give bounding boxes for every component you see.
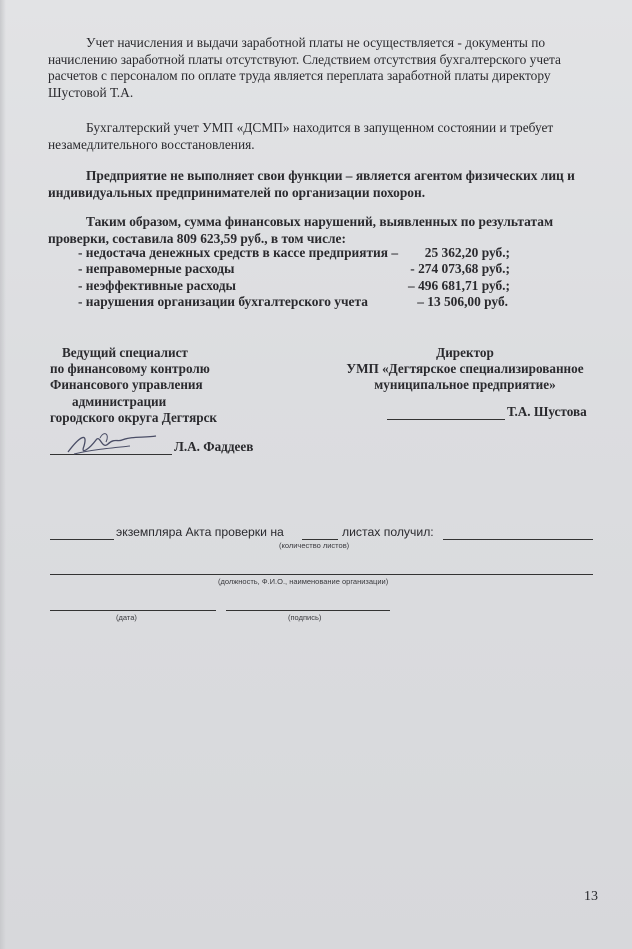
paragraph-summary <box>48 214 593 247</box>
signature-title-line: муниципальное предприятие» <box>374 377 556 393</box>
signature-title-line: городского округа Дегтярск <box>50 409 218 425</box>
caption-date: (дата) <box>116 613 137 622</box>
violations-list <box>78 245 548 310</box>
signature-title-line: Финансового управления <box>50 377 203 393</box>
text-line: проверки, составила 809 623,59 руб., в том числе: <box>48 230 346 246</box>
violation-label: - неправомерные расходы <box>78 261 235 277</box>
violation-label: - неэффективные расходы <box>78 277 236 293</box>
signature-title-line: УМП «Дегтярское специализированное <box>346 361 584 377</box>
list-item <box>78 294 548 310</box>
text-line: начислению заработной платы отсутствуют. Следствием отсутствия бухгалтерского учета <box>48 51 561 67</box>
text-line: Предприятие не выполняет свои функции – является агентом физических лиц и <box>86 168 575 183</box>
violation-amount: – 496 681,71 руб.; <box>408 277 510 293</box>
caption-sheets: (количество листов) <box>279 541 350 550</box>
receiver-blank-line <box>443 539 593 540</box>
list-item <box>78 261 548 277</box>
text-line: Таким образом, сумма финансовых нарушений, выявленных по результатам <box>86 214 554 229</box>
page-edge-shadow <box>0 0 6 949</box>
violation-label: - недостача денежных средств в кассе предприятия – <box>78 245 399 260</box>
signature-line-director <box>387 419 505 420</box>
signature-title-line: Директор <box>436 345 494 360</box>
text-line: индивидуальных предпринимателей по организации похорон. <box>48 184 426 200</box>
text-line: Шустовой Т.А. <box>48 84 134 100</box>
violation-amount: - 274 073,68 руб.; <box>410 261 510 277</box>
paragraph-accounting <box>48 120 593 153</box>
paragraph-payroll <box>48 35 593 101</box>
signature-blank-line <box>226 610 390 611</box>
receipt-text-copies: экземпляра Акта проверки на <box>116 525 284 539</box>
list-item <box>78 278 548 294</box>
violation-amount: 25 362,20 руб.; <box>424 245 510 260</box>
handwritten-signature-icon <box>60 428 160 462</box>
text-line: Учет начисления и выдачи заработной платы не осуществляется - документы по <box>86 35 546 50</box>
director-name: Т.А. Шустова <box>507 404 587 419</box>
text-line: незамедлительного восстановления. <box>48 136 255 152</box>
sheets-blank-line <box>302 539 338 540</box>
caption-position: (должность, Ф.И.О., наименование организации) <box>218 577 389 586</box>
date-blank-line <box>50 610 216 611</box>
list-item <box>78 245 548 261</box>
signature-title-line: администрации <box>72 393 167 409</box>
signature-block-inspector <box>50 345 310 426</box>
page-number: 13 <box>584 889 598 904</box>
text-line: Бухгалтерский учет УМП «ДСМП» находится в запущенном состоянии и требует <box>86 120 554 135</box>
signature-block-director <box>330 345 600 394</box>
inspector-name: Л.А. Фаддеев <box>174 439 254 454</box>
position-blank-line <box>50 574 593 575</box>
text-line: расчетов с персоналом по оплате труда является переплата заработной платы директору <box>48 68 551 83</box>
violation-label: - нарушения организации бухгалтерского учета <box>78 293 368 309</box>
signature-title-line: по финансовому контролю <box>50 361 210 377</box>
violation-amount: – 13 506,00 руб. <box>417 293 508 309</box>
paragraph-functions <box>48 168 593 201</box>
copies-blank-line <box>50 539 114 540</box>
signature-title-line: Ведущий специалист <box>62 345 188 360</box>
caption-signature: (подпись) <box>288 613 322 622</box>
receipt-text-sheets: листах получил: <box>342 525 434 539</box>
